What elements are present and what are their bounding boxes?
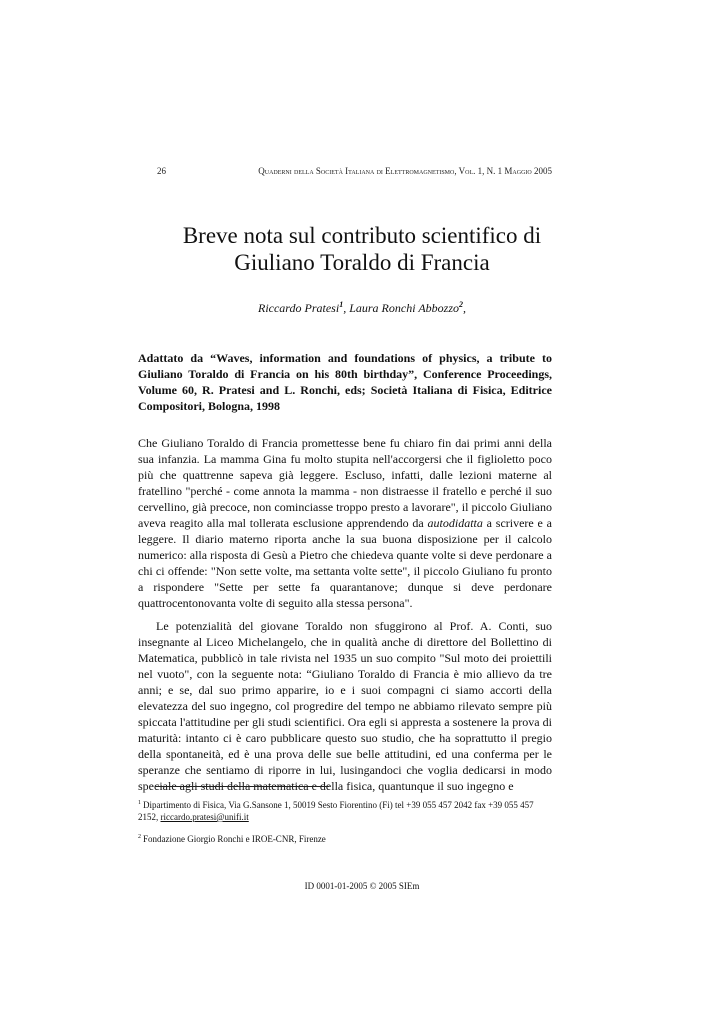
author-trailing: ,	[463, 301, 466, 315]
adapted-from-note: Adattato da “Waves, information and foundations of physics, a tribute to Giuliano Toraldo di Francia on his 80th birthday”, Conference Proceedings, Volume 60, R. Pratesi and L. Ronchi, eds; Società Italiana di Fisica, Editrice Compositori, Bologna, 1998	[138, 351, 552, 413]
title-line-1: Breve nota sul contributo scientifico di	[182, 223, 542, 248]
paragraph-1-start: Che Giuliano Toraldo di Francia promettesse bene fu chiaro fin dai primi anni della sua infanzia. La mamma Gina fu molto stupita nell'accorgersi che il figlioletto poco più che quattrenne sapeva già leggere. Escluso, infatti, dalle lezioni materne al fratellino "perché - come annota la mamma - non distraesse il fratello e perché il suo cervellino, già precoce, non cominciasse troppo presto a lavorare", il piccolo Giuliano aveva reagito alla mal tollerata esclusione apprendendo da	[138, 436, 552, 530]
author-2: Laura Ronchi Abbozzo	[349, 301, 459, 315]
footnotes	[138, 797, 552, 853]
email-link[interactable]: riccardo.pratesi@unifi.it	[160, 812, 249, 822]
footnote-1-text: Dipartimento di Fisica, Via G.Sansone 1, 50019 Sesto Fiorentino (Fi) tel +39 055 457 2042 fax +39 055 457 2152,	[138, 800, 534, 822]
author-1: Riccardo Pratesi	[257, 301, 340, 315]
footnote-divider	[155, 786, 329, 787]
author-1-footnote-mark: 1	[339, 300, 344, 309]
footnote-2-mark: 2	[138, 834, 141, 840]
footnote-1	[138, 797, 552, 823]
footnote-2	[138, 831, 552, 845]
paragraph-2: Le potenzialità del giovane Toraldo non sfuggirono al Prof. A. Conti, suo insegnante al Liceo Michelangelo, che in qualità anche di direttore del Bollettino di Matematica, pubblicò in tale rivista nel 1935 un suo compito "Sul moto dei proiettili nel vuoto", con la seguente nota: “Giuliano Toraldo di Francia è mio allievo da tre anni; e se, dal suo primo apparire, io e i suoi compagni ci siamo accorti della elevatezza del suo ingegno, col progredire del tempo ne abbiamo rilevato sempre più spiccata l'attitudine per gli studi scientifici. Ora egli si appresta a sostenere la prova di maturità: intanto ci è caro pubblicare questo suo studio, che ha soprattutto il pregio della spontaneità, ed è una prova delle sue belle attitudini, ed una conferma per le speranze che sentiamo di riporre in lui, lusingandoci che voglia dedicarsi in modo speciale agli studi della matematica e della fisica, quantunque il suo ingegno e	[138, 619, 552, 793]
page-number: 26	[157, 166, 166, 176]
title-line-2: Giuliano Toraldo di Francia	[234, 250, 490, 275]
italic-term: autodidatta	[427, 516, 483, 530]
page-footer-id: ID 0001-01-2005 © 2005 SIEm	[304, 881, 420, 891]
author-2-footnote-mark: 2	[459, 300, 463, 309]
paragraph-1-end: a scrivere e a leggere. Il diario materno riporta anche la sua buona disposizione per il calcolo numerico: alla risposta di Gesù a Pietro che chiedeva quante volte si deve perdonare a chi ci offende: "Non sette volte, ma settanta volte sette", il piccolo Giuliano fu pronto a rispondere "Sette per sette fa quarantanove; dunque si deve perdonare quattrocentonovanta volte di seguito alla stessa persona".	[138, 516, 552, 610]
footnote-2-text: Fondazione Giorgio Ronchi e IROE-CNR, Firenze	[143, 834, 326, 844]
body-text	[138, 435, 552, 801]
journal-title: Quaderni della Società Italiana di Elettromagnetismo, Vol. 1, N. 1 Maggio 2005	[258, 166, 552, 176]
paper-title	[0, 222, 724, 276]
footnote-1-mark: 1	[138, 800, 141, 806]
author-separator: ,	[343, 301, 350, 315]
author-list	[0, 300, 724, 316]
paragraph-1	[138, 435, 552, 611]
